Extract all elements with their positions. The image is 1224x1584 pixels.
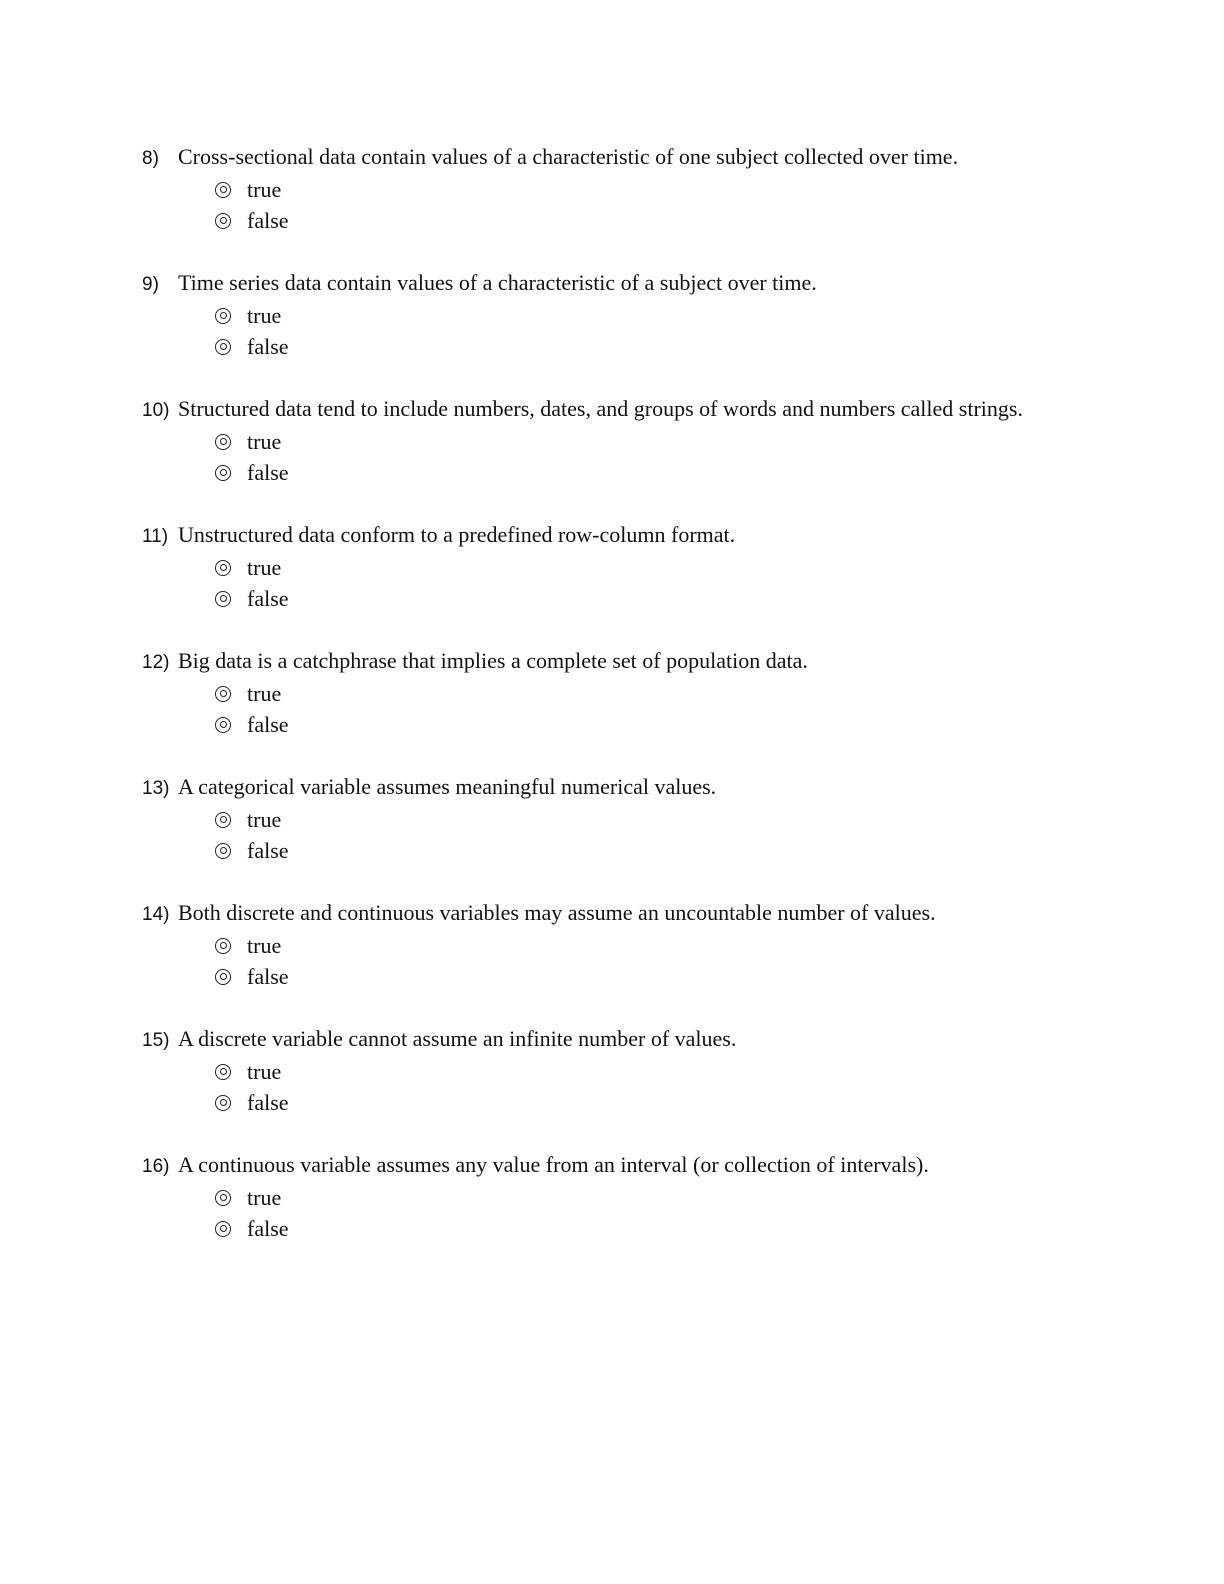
answer-option-true[interactable] bbox=[215, 426, 1042, 457]
question-text: Structured data tend to include numbers, dates, and groups of words and numbers called strings. bbox=[178, 396, 1023, 421]
question-number: 14) bbox=[142, 904, 170, 925]
answer-option-label: false bbox=[247, 586, 289, 611]
question-text: Cross-sectional data contain values of a characteristic of one subject collected over time. bbox=[178, 144, 959, 169]
radio-circle-icon[interactable] bbox=[215, 591, 231, 607]
answer-options bbox=[215, 804, 1042, 866]
answer-option-label: false bbox=[247, 460, 289, 485]
answer-option-label: false bbox=[247, 208, 289, 233]
answer-option-false[interactable] bbox=[215, 457, 1042, 488]
answer-option-true[interactable] bbox=[215, 678, 1042, 709]
question-item bbox=[142, 267, 1042, 362]
question-item bbox=[142, 1149, 1042, 1244]
radio-circle-icon[interactable] bbox=[215, 560, 231, 576]
answer-option-label: true bbox=[247, 807, 282, 832]
question-item bbox=[142, 393, 1042, 488]
question-row bbox=[142, 1149, 1042, 1182]
radio-circle-icon[interactable] bbox=[215, 843, 231, 859]
answer-option-true[interactable] bbox=[215, 300, 1042, 331]
radio-circle-icon[interactable] bbox=[215, 434, 231, 450]
answer-options bbox=[215, 1182, 1042, 1244]
question-number: 12) bbox=[142, 652, 170, 673]
answer-options bbox=[215, 300, 1042, 362]
radio-circle-icon[interactable] bbox=[215, 1095, 231, 1111]
answer-option-label: true bbox=[247, 1185, 282, 1210]
answer-option-label: true bbox=[247, 933, 282, 958]
answer-option-true[interactable] bbox=[215, 174, 1042, 205]
radio-circle-icon[interactable] bbox=[215, 1221, 231, 1237]
answer-option-label: false bbox=[247, 964, 289, 989]
question-item bbox=[142, 141, 1042, 236]
radio-circle-icon[interactable] bbox=[215, 308, 231, 324]
question-text: Big data is a catchphrase that implies a complete set of population data. bbox=[178, 648, 808, 673]
answer-option-label: false bbox=[247, 334, 289, 359]
question-list bbox=[142, 141, 1042, 1275]
question-number: 15) bbox=[142, 1030, 170, 1051]
answer-option-true[interactable] bbox=[215, 1182, 1042, 1213]
answer-option-true[interactable] bbox=[215, 1056, 1042, 1087]
question-text: A discrete variable cannot assume an infinite number of values. bbox=[178, 1026, 737, 1051]
radio-circle-icon[interactable] bbox=[215, 1064, 231, 1080]
answer-option-true[interactable] bbox=[215, 804, 1042, 835]
question-text: Both discrete and continuous variables may assume an uncountable number of values. bbox=[178, 900, 936, 925]
question-number: 16) bbox=[142, 1156, 170, 1177]
question-text: Time series data contain values of a characteristic of a subject over time. bbox=[178, 270, 817, 295]
answer-option-label: false bbox=[247, 712, 289, 737]
question-row bbox=[142, 1023, 1042, 1056]
question-text: A categorical variable assumes meaningful numerical values. bbox=[178, 774, 717, 799]
answer-option-true[interactable] bbox=[215, 552, 1042, 583]
answer-options bbox=[215, 426, 1042, 488]
answer-option-false[interactable] bbox=[215, 835, 1042, 866]
answer-option-label: false bbox=[247, 838, 289, 863]
answer-option-label: true bbox=[247, 429, 282, 454]
radio-circle-icon[interactable] bbox=[215, 938, 231, 954]
radio-circle-icon[interactable] bbox=[215, 213, 231, 229]
radio-circle-icon[interactable] bbox=[215, 182, 231, 198]
radio-circle-icon[interactable] bbox=[215, 465, 231, 481]
answer-options bbox=[215, 930, 1042, 992]
question-row bbox=[142, 393, 1042, 426]
radio-circle-icon[interactable] bbox=[215, 339, 231, 355]
question-number: 13) bbox=[142, 778, 170, 799]
question-text: A continuous variable assumes any value from an interval (or collection of intervals). bbox=[178, 1152, 929, 1177]
answer-option-false[interactable] bbox=[215, 205, 1042, 236]
question-row bbox=[142, 267, 1042, 300]
answer-option-label: true bbox=[247, 681, 282, 706]
answer-options bbox=[215, 1056, 1042, 1118]
answer-option-true[interactable] bbox=[215, 930, 1042, 961]
radio-circle-icon[interactable] bbox=[215, 686, 231, 702]
radio-circle-icon[interactable] bbox=[215, 969, 231, 985]
answer-options bbox=[215, 552, 1042, 614]
answer-option-label: false bbox=[247, 1216, 289, 1241]
question-item bbox=[142, 897, 1042, 992]
question-row bbox=[142, 519, 1042, 552]
answer-option-false[interactable] bbox=[215, 709, 1042, 740]
question-row bbox=[142, 771, 1042, 804]
answer-option-false[interactable] bbox=[215, 1213, 1042, 1244]
question-row bbox=[142, 897, 1042, 930]
question-row bbox=[142, 141, 1042, 174]
answer-options bbox=[215, 678, 1042, 740]
question-number: 11) bbox=[142, 526, 169, 547]
question-item bbox=[142, 645, 1042, 740]
question-text: Unstructured data conform to a predefined row-column format. bbox=[178, 522, 736, 547]
answer-option-false[interactable] bbox=[215, 331, 1042, 362]
question-item bbox=[142, 771, 1042, 866]
answer-option-false[interactable] bbox=[215, 583, 1042, 614]
radio-circle-icon[interactable] bbox=[215, 812, 231, 828]
radio-circle-icon[interactable] bbox=[215, 717, 231, 733]
question-row bbox=[142, 645, 1042, 678]
answer-option-label: false bbox=[247, 1090, 289, 1115]
question-number: 10) bbox=[142, 400, 170, 421]
answer-option-false[interactable] bbox=[215, 961, 1042, 992]
answer-option-false[interactable] bbox=[215, 1087, 1042, 1118]
radio-circle-icon[interactable] bbox=[215, 1190, 231, 1206]
answer-option-label: true bbox=[247, 303, 282, 328]
question-number: 8) bbox=[142, 148, 159, 169]
answer-options bbox=[215, 174, 1042, 236]
answer-option-label: true bbox=[247, 177, 282, 202]
question-item bbox=[142, 519, 1042, 614]
answer-option-label: true bbox=[247, 555, 282, 580]
answer-option-label: true bbox=[247, 1059, 282, 1084]
question-item bbox=[142, 1023, 1042, 1118]
question-number: 9) bbox=[142, 274, 159, 295]
